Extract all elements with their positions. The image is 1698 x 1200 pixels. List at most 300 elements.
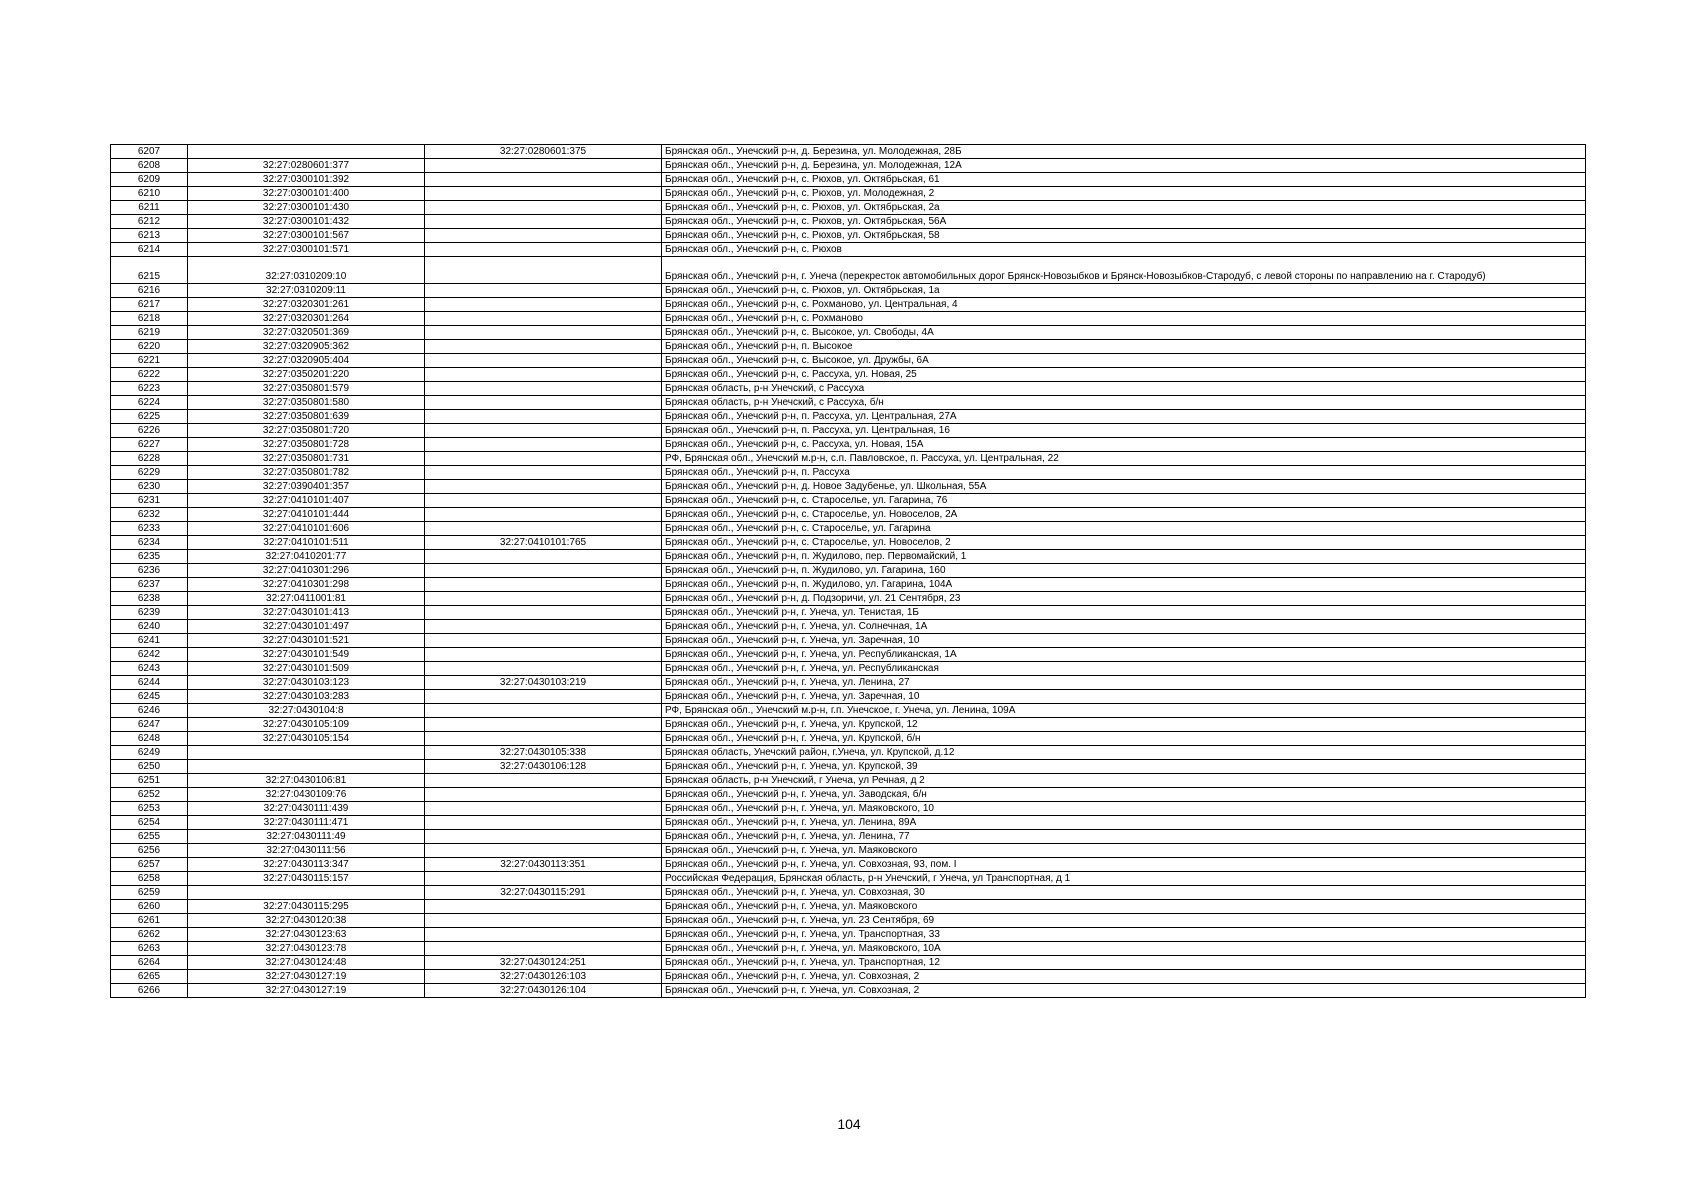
row-number-cell: 6221 bbox=[111, 354, 188, 368]
address-cell: Брянская обл., Унечский р-н, с. Рохманово, ул. Центральная, 4 bbox=[662, 298, 1586, 312]
row-number-cell: 6242 bbox=[111, 648, 188, 662]
table-row bbox=[111, 592, 1586, 606]
related-cadastral-number-cell bbox=[425, 243, 662, 257]
cadastral-number-cell: 32:27:0350801:782 bbox=[188, 466, 425, 480]
related-cadastral-number-cell bbox=[425, 564, 662, 578]
table-row bbox=[111, 830, 1586, 844]
address-cell: Брянская обл., Унечский р-н, п. Высокое bbox=[662, 340, 1586, 354]
row-number-cell: 6239 bbox=[111, 606, 188, 620]
address-cell: Брянская обл., Унечский р-н, с. Рюхов, ул. Молодежная, 2 bbox=[662, 187, 1586, 201]
cadastral-number-cell: 32:27:0320501:369 bbox=[188, 326, 425, 340]
related-cadastral-number-cell bbox=[425, 816, 662, 830]
related-cadastral-number-cell bbox=[425, 732, 662, 746]
row-number-cell: 6240 bbox=[111, 620, 188, 634]
row-number-cell: 6210 bbox=[111, 187, 188, 201]
address-cell: Брянская обл., Унечский р-н, с. Староселье, ул. Новоселов, 2А bbox=[662, 508, 1586, 522]
cadastral-number-cell: 32:27:0430109:76 bbox=[188, 788, 425, 802]
cadastral-number-cell: 32:27:0350801:728 bbox=[188, 438, 425, 452]
related-cadastral-number-cell bbox=[425, 159, 662, 173]
row-number-cell: 6260 bbox=[111, 900, 188, 914]
table-row bbox=[111, 956, 1586, 970]
table-row bbox=[111, 438, 1586, 452]
address-cell: Брянская обл., Унечский р-н, г. Унеча, ул. Совхозная, 2 bbox=[662, 970, 1586, 984]
table-row bbox=[111, 354, 1586, 368]
table-row bbox=[111, 676, 1586, 690]
cadastral-number-cell: 32:27:0350801:639 bbox=[188, 410, 425, 424]
related-cadastral-number-cell: 32:27:0430126:104 bbox=[425, 984, 662, 998]
table-row bbox=[111, 970, 1586, 984]
related-cadastral-number-cell bbox=[425, 452, 662, 466]
table-row bbox=[111, 326, 1586, 340]
row-number-cell: 6253 bbox=[111, 802, 188, 816]
table-row bbox=[111, 732, 1586, 746]
address-cell: Брянская обл., Унечский р-н, г. Унеча, ул. Транспортная, 33 bbox=[662, 928, 1586, 942]
row-number-cell: 6247 bbox=[111, 718, 188, 732]
related-cadastral-number-cell bbox=[425, 466, 662, 480]
table-row bbox=[111, 746, 1586, 760]
address-cell: Брянская обл., Унечский р-н, с. Высокое, ул. Дружбы, 6А bbox=[662, 354, 1586, 368]
related-cadastral-number-cell: 32:27:0430124:251 bbox=[425, 956, 662, 970]
related-cadastral-number-cell bbox=[425, 620, 662, 634]
row-number-cell: 6223 bbox=[111, 382, 188, 396]
address-cell: Брянская обл., Унечский р-н, д. Новое Задубенье, ул. Школьная, 55А bbox=[662, 480, 1586, 494]
address-cell: Брянская обл., Унечский р-н, г. Унеча, ул. Ленина, 77 bbox=[662, 830, 1586, 844]
related-cadastral-number-cell bbox=[425, 424, 662, 438]
table-row bbox=[111, 215, 1586, 229]
cadastral-number-cell: 32:27:0430103:283 bbox=[188, 690, 425, 704]
row-number-cell: 6257 bbox=[111, 858, 188, 872]
cadastral-number-cell: 32:27:0410301:296 bbox=[188, 564, 425, 578]
row-number-cell: 6266 bbox=[111, 984, 188, 998]
table-row bbox=[111, 410, 1586, 424]
table-row bbox=[111, 648, 1586, 662]
address-cell: Брянская обл., Унечский р-н, г. Унеча, ул. Ленина, 27 bbox=[662, 676, 1586, 690]
cadastral-number-cell: 32:27:0430101:549 bbox=[188, 648, 425, 662]
address-cell: Брянская область, р-н Унечский, с Рассуха, б/н bbox=[662, 396, 1586, 410]
address-cell: Российская Федерация, Брянская область, р-н Унечский, г Унеча, ул Транспортная, д 1 bbox=[662, 872, 1586, 886]
related-cadastral-number-cell bbox=[425, 522, 662, 536]
table-row bbox=[111, 312, 1586, 326]
address-cell: Брянская обл., Унечский р-н, с. Рюхов, ул. Октябрьская, 2а bbox=[662, 201, 1586, 215]
cadastral-number-cell: 32:27:0350801:580 bbox=[188, 396, 425, 410]
address-cell: Брянская обл., Унечский р-н, г. Унеча, ул. Крупской, б/н bbox=[662, 732, 1586, 746]
related-cadastral-number-cell: 32:27:0430115:291 bbox=[425, 886, 662, 900]
related-cadastral-number-cell bbox=[425, 368, 662, 382]
table-row bbox=[111, 788, 1586, 802]
table-row bbox=[111, 900, 1586, 914]
row-number-cell: 6225 bbox=[111, 410, 188, 424]
cadastral-number-cell: 32:27:0430103:123 bbox=[188, 676, 425, 690]
related-cadastral-number-cell bbox=[425, 187, 662, 201]
row-number-cell: 6232 bbox=[111, 508, 188, 522]
related-cadastral-number-cell bbox=[425, 550, 662, 564]
address-cell: Брянская обл., Унечский р-н, г. Унеча, ул. Совхозная, 2 bbox=[662, 984, 1586, 998]
related-cadastral-number-cell bbox=[425, 326, 662, 340]
table-row bbox=[111, 396, 1586, 410]
cadastral-number-cell: 32:27:0430120:38 bbox=[188, 914, 425, 928]
table-row bbox=[111, 536, 1586, 550]
row-number-cell: 6246 bbox=[111, 704, 188, 718]
table-row bbox=[111, 984, 1586, 998]
related-cadastral-number-cell bbox=[425, 494, 662, 508]
cadastral-number-cell bbox=[188, 746, 425, 760]
related-cadastral-number-cell: 32:27:0430106:128 bbox=[425, 760, 662, 774]
row-number-cell: 6208 bbox=[111, 159, 188, 173]
cadastral-number-cell: 32:27:0300101:432 bbox=[188, 215, 425, 229]
table-row bbox=[111, 159, 1586, 173]
related-cadastral-number-cell bbox=[425, 480, 662, 494]
cadastral-number-cell: 32:27:0320301:264 bbox=[188, 312, 425, 326]
row-number-cell: 6219 bbox=[111, 326, 188, 340]
cadastral-number-cell: 32:27:0310209:11 bbox=[188, 284, 425, 298]
table-row bbox=[111, 690, 1586, 704]
row-number-cell: 6245 bbox=[111, 690, 188, 704]
address-cell: Брянская обл., Унечский р-н, п. Жудилово, ул. Гагарина, 160 bbox=[662, 564, 1586, 578]
related-cadastral-number-cell bbox=[425, 578, 662, 592]
table-row bbox=[111, 886, 1586, 900]
related-cadastral-number-cell bbox=[425, 704, 662, 718]
cadastral-number-cell: 32:27:0350801:731 bbox=[188, 452, 425, 466]
address-cell: Брянская обл., Унечский р-н, с. Рохманово bbox=[662, 312, 1586, 326]
row-number-cell: 6224 bbox=[111, 396, 188, 410]
row-number-cell: 6220 bbox=[111, 340, 188, 354]
address-cell: Брянская обл., Унечский р-н, с. Староселье, ул. Гагарина bbox=[662, 522, 1586, 536]
related-cadastral-number-cell bbox=[425, 229, 662, 243]
cadastral-table bbox=[110, 144, 1586, 998]
related-cadastral-number-cell bbox=[425, 215, 662, 229]
row-number-cell: 6256 bbox=[111, 844, 188, 858]
address-cell: Брянская обл., Унечский р-н, с. Рюхов, ул. Октябрьская, 61 bbox=[662, 173, 1586, 187]
table-row bbox=[111, 201, 1586, 215]
cadastral-number-cell: 32:27:0430101:509 bbox=[188, 662, 425, 676]
address-cell: Брянская обл., Унечский р-н, г. Унеча, ул. Маяковского bbox=[662, 844, 1586, 858]
cadastral-number-cell: 32:27:0430124:48 bbox=[188, 956, 425, 970]
page-number: 104 bbox=[837, 1116, 861, 1132]
cadastral-number-cell: 32:27:0430113:347 bbox=[188, 858, 425, 872]
cadastral-number-cell: 32:27:0430105:154 bbox=[188, 732, 425, 746]
related-cadastral-number-cell bbox=[425, 592, 662, 606]
related-cadastral-number-cell bbox=[425, 354, 662, 368]
address-cell: Брянская обл., Унечский р-н, с. Рюхов, ул. Октябрьская, 56А bbox=[662, 215, 1586, 229]
address-cell: Брянская обл., Унечский р-н, г. Унеча, ул. Республиканская, 1А bbox=[662, 648, 1586, 662]
address-cell: Брянская обл., Унечский р-н, с. Староселье, ул. Новоселов, 2 bbox=[662, 536, 1586, 550]
table-row bbox=[111, 760, 1586, 774]
cadastral-number-cell: 32:27:0430106:81 bbox=[188, 774, 425, 788]
related-cadastral-number-cell bbox=[425, 690, 662, 704]
cadastral-number-cell: 32:27:0320301:261 bbox=[188, 298, 425, 312]
row-number-cell: 6251 bbox=[111, 774, 188, 788]
related-cadastral-number-cell bbox=[425, 872, 662, 886]
cadastral-number-cell: 32:27:0430101:521 bbox=[188, 634, 425, 648]
row-number-cell: 6228 bbox=[111, 452, 188, 466]
related-cadastral-number-cell bbox=[425, 508, 662, 522]
table-row bbox=[111, 802, 1586, 816]
address-cell: Брянская обл., Унечский р-н, с. Высокое, ул. Свободы, 4А bbox=[662, 326, 1586, 340]
table-row bbox=[111, 578, 1586, 592]
address-cell: Брянская обл., Унечский р-н, г. Унеча, ул. Солнечная, 1А bbox=[662, 620, 1586, 634]
address-cell: Брянская обл., Унечский р-н, г. Унеча (перекресток автомобильных дорог Брянск-Новозыбков и Брянск-Новозыбков-Стародуб, с левой стороны по направлению на г. Стародуб) bbox=[662, 257, 1586, 284]
row-number-cell: 6230 bbox=[111, 480, 188, 494]
table-row bbox=[111, 858, 1586, 872]
cadastral-number-cell: 32:27:0430104:8 bbox=[188, 704, 425, 718]
row-number-cell: 6237 bbox=[111, 578, 188, 592]
related-cadastral-number-cell bbox=[425, 900, 662, 914]
related-cadastral-number-cell: 32:27:0430103:219 bbox=[425, 676, 662, 690]
cadastral-number-cell: 32:27:0430127:19 bbox=[188, 984, 425, 998]
row-number-cell: 6231 bbox=[111, 494, 188, 508]
address-cell: Брянская обл., Унечский р-н, г. Унеча, ул. Крупской, 39 bbox=[662, 760, 1586, 774]
cadastral-number-cell: 32:27:0300101:400 bbox=[188, 187, 425, 201]
cadastral-number-cell: 32:27:0430115:157 bbox=[188, 872, 425, 886]
address-cell: Брянская обл., Унечский р-н, д. Подзоричи, ул. 21 Сентября, 23 bbox=[662, 592, 1586, 606]
row-number-cell: 6234 bbox=[111, 536, 188, 550]
address-cell: Брянская обл., Унечский р-н, п. Рассуха, ул. Центральная, 27А bbox=[662, 410, 1586, 424]
address-cell: Брянская обл., Унечский р-н, с. Староселье, ул. Гагарина, 76 bbox=[662, 494, 1586, 508]
related-cadastral-number-cell bbox=[425, 942, 662, 956]
table-row bbox=[111, 928, 1586, 942]
table-row bbox=[111, 257, 1586, 284]
row-number-cell: 6211 bbox=[111, 201, 188, 215]
row-number-cell: 6258 bbox=[111, 872, 188, 886]
row-number-cell: 6255 bbox=[111, 830, 188, 844]
row-number-cell: 6265 bbox=[111, 970, 188, 984]
related-cadastral-number-cell bbox=[425, 830, 662, 844]
table-row bbox=[111, 606, 1586, 620]
related-cadastral-number-cell bbox=[425, 438, 662, 452]
row-number-cell: 6254 bbox=[111, 816, 188, 830]
cadastral-number-cell: 32:27:0410101:407 bbox=[188, 494, 425, 508]
row-number-cell: 6222 bbox=[111, 368, 188, 382]
related-cadastral-number-cell bbox=[425, 844, 662, 858]
row-number-cell: 6229 bbox=[111, 466, 188, 480]
related-cadastral-number-cell bbox=[425, 662, 662, 676]
row-number-cell: 6238 bbox=[111, 592, 188, 606]
related-cadastral-number-cell: 32:27:0430105:338 bbox=[425, 746, 662, 760]
table-row bbox=[111, 508, 1586, 522]
related-cadastral-number-cell bbox=[425, 928, 662, 942]
row-number-cell: 6249 bbox=[111, 746, 188, 760]
cadastral-number-cell: 32:27:0350201:220 bbox=[188, 368, 425, 382]
address-cell: Брянская область, р-н Унечский, с Рассуха bbox=[662, 382, 1586, 396]
row-number-cell: 6217 bbox=[111, 298, 188, 312]
address-cell: Брянская обл., Унечский р-н, г. Унеча, ул. Маяковского, 10А bbox=[662, 942, 1586, 956]
table-row bbox=[111, 522, 1586, 536]
table-row bbox=[111, 229, 1586, 243]
table-row bbox=[111, 382, 1586, 396]
address-cell: Брянская обл., Унечский р-н, п. Жудилово, ул. Гагарина, 104А bbox=[662, 578, 1586, 592]
related-cadastral-number-cell bbox=[425, 173, 662, 187]
row-number-cell: 6262 bbox=[111, 928, 188, 942]
row-number-cell: 6227 bbox=[111, 438, 188, 452]
cadastral-number-cell: 32:27:0300101:567 bbox=[188, 229, 425, 243]
row-number-cell: 6226 bbox=[111, 424, 188, 438]
address-cell: РФ, Брянская обл., Унечский м.р-н, с.п. Павловское, п. Рассуха, ул. Центральная, 22 bbox=[662, 452, 1586, 466]
row-number-cell: 6218 bbox=[111, 312, 188, 326]
table-row bbox=[111, 816, 1586, 830]
address-cell: Брянская обл., Унечский р-н, г. Унеча, ул. Тенистая, 1Б bbox=[662, 606, 1586, 620]
cadastral-number-cell: 32:27:0300101:430 bbox=[188, 201, 425, 215]
address-cell: Брянская обл., Унечский р-н, с. Рюхов, ул. Октябрьская, 1а bbox=[662, 284, 1586, 298]
table-row bbox=[111, 718, 1586, 732]
table-row bbox=[111, 480, 1586, 494]
table-row bbox=[111, 452, 1586, 466]
cadastral-number-cell: 32:27:0390401:357 bbox=[188, 480, 425, 494]
table-row bbox=[111, 494, 1586, 508]
address-cell: Брянская обл., Унечский р-н, с. Рюхов bbox=[662, 243, 1586, 257]
address-cell: Брянская обл., Унечский р-н, д. Березина, ул. Молодежная, 28Б bbox=[662, 145, 1586, 159]
table-row bbox=[111, 466, 1586, 480]
cadastral-number-cell: 32:27:0430105:109 bbox=[188, 718, 425, 732]
cadastral-number-cell: 32:27:0430111:49 bbox=[188, 830, 425, 844]
related-cadastral-number-cell bbox=[425, 774, 662, 788]
related-cadastral-number-cell bbox=[425, 634, 662, 648]
row-number-cell: 6214 bbox=[111, 243, 188, 257]
address-cell: Брянская область, Унечский район, г.Унеча, ул. Крупской, д.12 bbox=[662, 746, 1586, 760]
related-cadastral-number-cell bbox=[425, 340, 662, 354]
table-row bbox=[111, 187, 1586, 201]
related-cadastral-number-cell bbox=[425, 298, 662, 312]
address-cell: Брянская обл., Унечский р-н, п. Жудилово, пер. Первомайский, 1 bbox=[662, 550, 1586, 564]
row-number-cell: 6209 bbox=[111, 173, 188, 187]
related-cadastral-number-cell bbox=[425, 606, 662, 620]
related-cadastral-number-cell bbox=[425, 914, 662, 928]
row-number-cell: 6236 bbox=[111, 564, 188, 578]
address-cell: Брянская область, р-н Унечский, г Унеча, ул Речная, д 2 bbox=[662, 774, 1586, 788]
related-cadastral-number-cell bbox=[425, 718, 662, 732]
cadastral-number-cell: 32:27:0300101:571 bbox=[188, 243, 425, 257]
cadastral-number-cell: 32:27:0430115:295 bbox=[188, 900, 425, 914]
cadastral-number-cell: 32:27:0310209:10 bbox=[188, 257, 425, 284]
table-row bbox=[111, 550, 1586, 564]
cadastral-number-cell: 32:27:0350801:579 bbox=[188, 382, 425, 396]
address-cell: Брянская обл., Унечский р-н, с. Рюхов, ул. Октябрьская, 58 bbox=[662, 229, 1586, 243]
table-row bbox=[111, 298, 1586, 312]
table-row bbox=[111, 243, 1586, 257]
row-number-cell: 6244 bbox=[111, 676, 188, 690]
table-row bbox=[111, 145, 1586, 159]
address-cell: Брянская обл., Унечский р-н, г. Унеча, ул. Маяковского bbox=[662, 900, 1586, 914]
address-cell: Брянская обл., Унечский р-н, г. Унеча, ул. Маяковского, 10 bbox=[662, 802, 1586, 816]
table-row bbox=[111, 914, 1586, 928]
related-cadastral-number-cell bbox=[425, 257, 662, 284]
cadastral-number-cell bbox=[188, 760, 425, 774]
related-cadastral-number-cell: 32:27:0430126:103 bbox=[425, 970, 662, 984]
address-cell: РФ, Брянская обл., Унечский м.р-н, г.п. Унечское, г. Унеча, ул. Ленина, 109А bbox=[662, 704, 1586, 718]
cadastral-number-cell bbox=[188, 145, 425, 159]
address-cell: Брянская обл., Унечский р-н, п. Рассуха bbox=[662, 466, 1586, 480]
table-row bbox=[111, 424, 1586, 438]
cadastral-number-cell: 32:27:0410301:298 bbox=[188, 578, 425, 592]
cadastral-number-cell: 32:27:0320905:404 bbox=[188, 354, 425, 368]
row-number-cell: 6252 bbox=[111, 788, 188, 802]
cadastral-number-cell: 32:27:0430123:78 bbox=[188, 942, 425, 956]
row-number-cell: 6213 bbox=[111, 229, 188, 243]
table-row bbox=[111, 774, 1586, 788]
related-cadastral-number-cell: 32:27:0410101:765 bbox=[425, 536, 662, 550]
address-cell: Брянская обл., Унечский р-н, г. Унеча, ул. Заречная, 10 bbox=[662, 634, 1586, 648]
related-cadastral-number-cell: 32:27:0280601:375 bbox=[425, 145, 662, 159]
table-row bbox=[111, 634, 1586, 648]
row-number-cell: 6248 bbox=[111, 732, 188, 746]
table-row bbox=[111, 704, 1586, 718]
row-number-cell: 6241 bbox=[111, 634, 188, 648]
cadastral-number-cell: 32:27:0410101:511 bbox=[188, 536, 425, 550]
table-row bbox=[111, 872, 1586, 886]
cadastral-number-cell: 32:27:0300101:392 bbox=[188, 173, 425, 187]
related-cadastral-number-cell: 32:27:0430113:351 bbox=[425, 858, 662, 872]
row-number-cell: 6235 bbox=[111, 550, 188, 564]
cadastral-number-cell: 32:27:0430111:56 bbox=[188, 844, 425, 858]
address-cell: Брянская обл., Унечский р-н, г. Унеча, ул. Крупской, 12 bbox=[662, 718, 1586, 732]
cadastral-number-cell: 32:27:0320905:362 bbox=[188, 340, 425, 354]
row-number-cell: 6264 bbox=[111, 956, 188, 970]
address-cell: Брянская обл., Унечский р-н, г. Унеча, ул. Республиканская bbox=[662, 662, 1586, 676]
table-row bbox=[111, 942, 1586, 956]
related-cadastral-number-cell bbox=[425, 802, 662, 816]
cadastral-number-cell: 32:27:0430101:413 bbox=[188, 606, 425, 620]
related-cadastral-number-cell bbox=[425, 284, 662, 298]
row-number-cell: 6212 bbox=[111, 215, 188, 229]
row-number-cell: 6243 bbox=[111, 662, 188, 676]
table-row bbox=[111, 844, 1586, 858]
row-number-cell: 6250 bbox=[111, 760, 188, 774]
cadastral-number-cell: 32:27:0410101:606 bbox=[188, 522, 425, 536]
cadastral-number-cell: 32:27:0280601:377 bbox=[188, 159, 425, 173]
cadastral-number-cell: 32:27:0410101:444 bbox=[188, 508, 425, 522]
row-number-cell: 6259 bbox=[111, 886, 188, 900]
cadastral-number-cell: 32:27:0430111:471 bbox=[188, 816, 425, 830]
cadastral-number-cell: 32:27:0411001:81 bbox=[188, 592, 425, 606]
address-cell: Брянская обл., Унечский р-н, с. Рассуха, ул. Новая, 25 bbox=[662, 368, 1586, 382]
related-cadastral-number-cell bbox=[425, 201, 662, 215]
row-number-cell: 6216 bbox=[111, 284, 188, 298]
row-number-cell: 6215 bbox=[111, 257, 188, 284]
cadastral-number-cell bbox=[188, 886, 425, 900]
table-row bbox=[111, 173, 1586, 187]
table-row bbox=[111, 340, 1586, 354]
address-cell: Брянская обл., Унечский р-н, д. Березина, ул. Молодежная, 12А bbox=[662, 159, 1586, 173]
address-cell: Брянская обл., Унечский р-н, г. Унеча, ул. Заводская, б/н bbox=[662, 788, 1586, 802]
cadastral-number-cell: 32:27:0430127:19 bbox=[188, 970, 425, 984]
row-number-cell: 6263 bbox=[111, 942, 188, 956]
table-row bbox=[111, 284, 1586, 298]
related-cadastral-number-cell bbox=[425, 312, 662, 326]
cadastral-number-cell: 32:27:0350801:720 bbox=[188, 424, 425, 438]
row-number-cell: 6207 bbox=[111, 145, 188, 159]
address-cell: Брянская обл., Унечский р-н, г. Унеча, ул. Заречная, 10 bbox=[662, 690, 1586, 704]
address-cell: Брянская обл., Унечский р-н, г. Унеча, ул. Совхозная, 30 bbox=[662, 886, 1586, 900]
address-cell: Брянская обл., Унечский р-н, г. Унеча, ул. 23 Сентября, 69 bbox=[662, 914, 1586, 928]
address-cell: Брянская обл., Унечский р-н, с. Рассуха, ул. Новая, 15А bbox=[662, 438, 1586, 452]
table-body bbox=[111, 145, 1586, 998]
table-row bbox=[111, 620, 1586, 634]
table-row bbox=[111, 564, 1586, 578]
table-row bbox=[111, 368, 1586, 382]
row-number-cell: 6233 bbox=[111, 522, 188, 536]
address-cell: Брянская обл., Унечский р-н, п. Рассуха, ул. Центральная, 16 bbox=[662, 424, 1586, 438]
table-row bbox=[111, 662, 1586, 676]
cadastral-number-cell: 32:27:0430123:63 bbox=[188, 928, 425, 942]
cadastral-number-cell: 32:27:0430111:439 bbox=[188, 802, 425, 816]
related-cadastral-number-cell bbox=[425, 396, 662, 410]
related-cadastral-number-cell bbox=[425, 382, 662, 396]
related-cadastral-number-cell bbox=[425, 410, 662, 424]
related-cadastral-number-cell bbox=[425, 788, 662, 802]
cadastral-number-cell: 32:27:0430101:497 bbox=[188, 620, 425, 634]
related-cadastral-number-cell bbox=[425, 648, 662, 662]
address-cell: Брянская обл., Унечский р-н, г. Унеча, ул. Ленина, 89А bbox=[662, 816, 1586, 830]
row-number-cell: 6261 bbox=[111, 914, 188, 928]
